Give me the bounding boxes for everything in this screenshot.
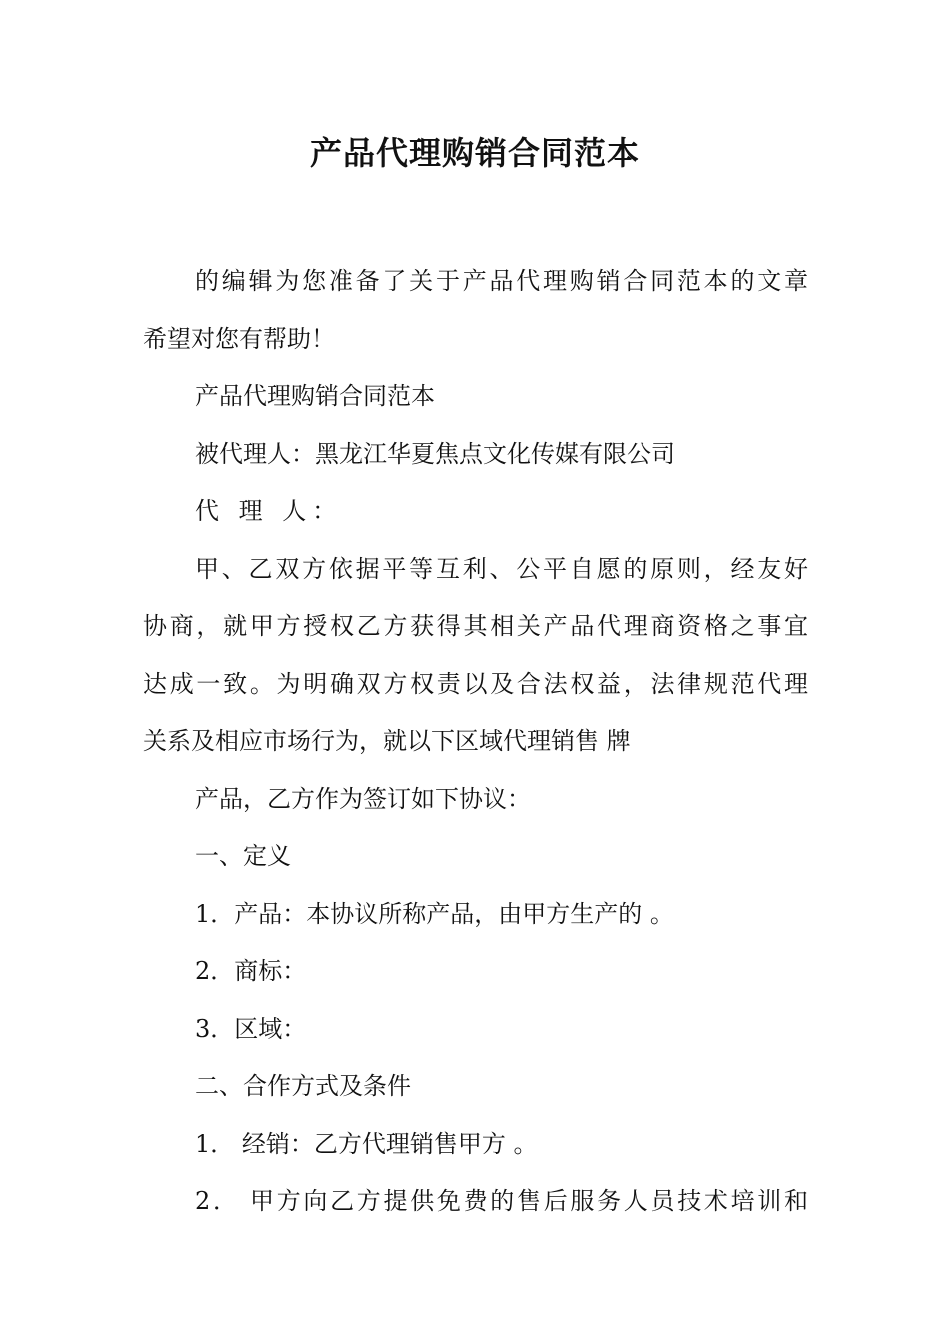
- paragraph-line: 代 理 人：: [195, 497, 343, 525]
- paragraph-line: 协商，就甲方授权乙方获得其相关产品代理商资格之事宜: [143, 612, 808, 640]
- list-item: 1． 经销：乙方代理销售甲方 。: [195, 1129, 538, 1158]
- document-body: [143, 258, 808, 1236]
- paragraph-line: 达成一致。为明确双方权责以及合法权益，法律规范代理: [143, 669, 808, 698]
- paragraph-line: 关系及相应市场行为，就以下区域代理销售 牌: [143, 727, 631, 755]
- list-item: 2． 甲方向乙方提供免费的售后服务人员技术培训和: [195, 1187, 808, 1215]
- list-item: 1．产品：本协议所称产品，由甲方生产的 。: [195, 899, 674, 928]
- document-title: 产品代理购销合同范本: [309, 134, 640, 172]
- paragraph-line: 被代理人：黑龙江华夏焦点文化传媒有限公司: [195, 439, 675, 468]
- paragraph-line: 希望对您有帮助！: [143, 324, 335, 353]
- paragraph-line: 产品，乙方作为签订如下协议：: [195, 784, 531, 813]
- section-heading: 一、定义: [195, 842, 291, 870]
- list-item: 3．区域：: [195, 1014, 307, 1043]
- paragraph-line: 的编辑为您准备了关于产品代理购销合同范本的文章: [195, 267, 808, 295]
- section-heading: 二、合作方式及条件: [195, 1072, 411, 1100]
- paragraph-line: 甲、乙双方依据平等互利、公平自愿的原则，经友好: [195, 554, 808, 583]
- list-item: 2．商标：: [195, 957, 307, 985]
- paragraph-line: 产品代理购销合同范本: [195, 382, 435, 410]
